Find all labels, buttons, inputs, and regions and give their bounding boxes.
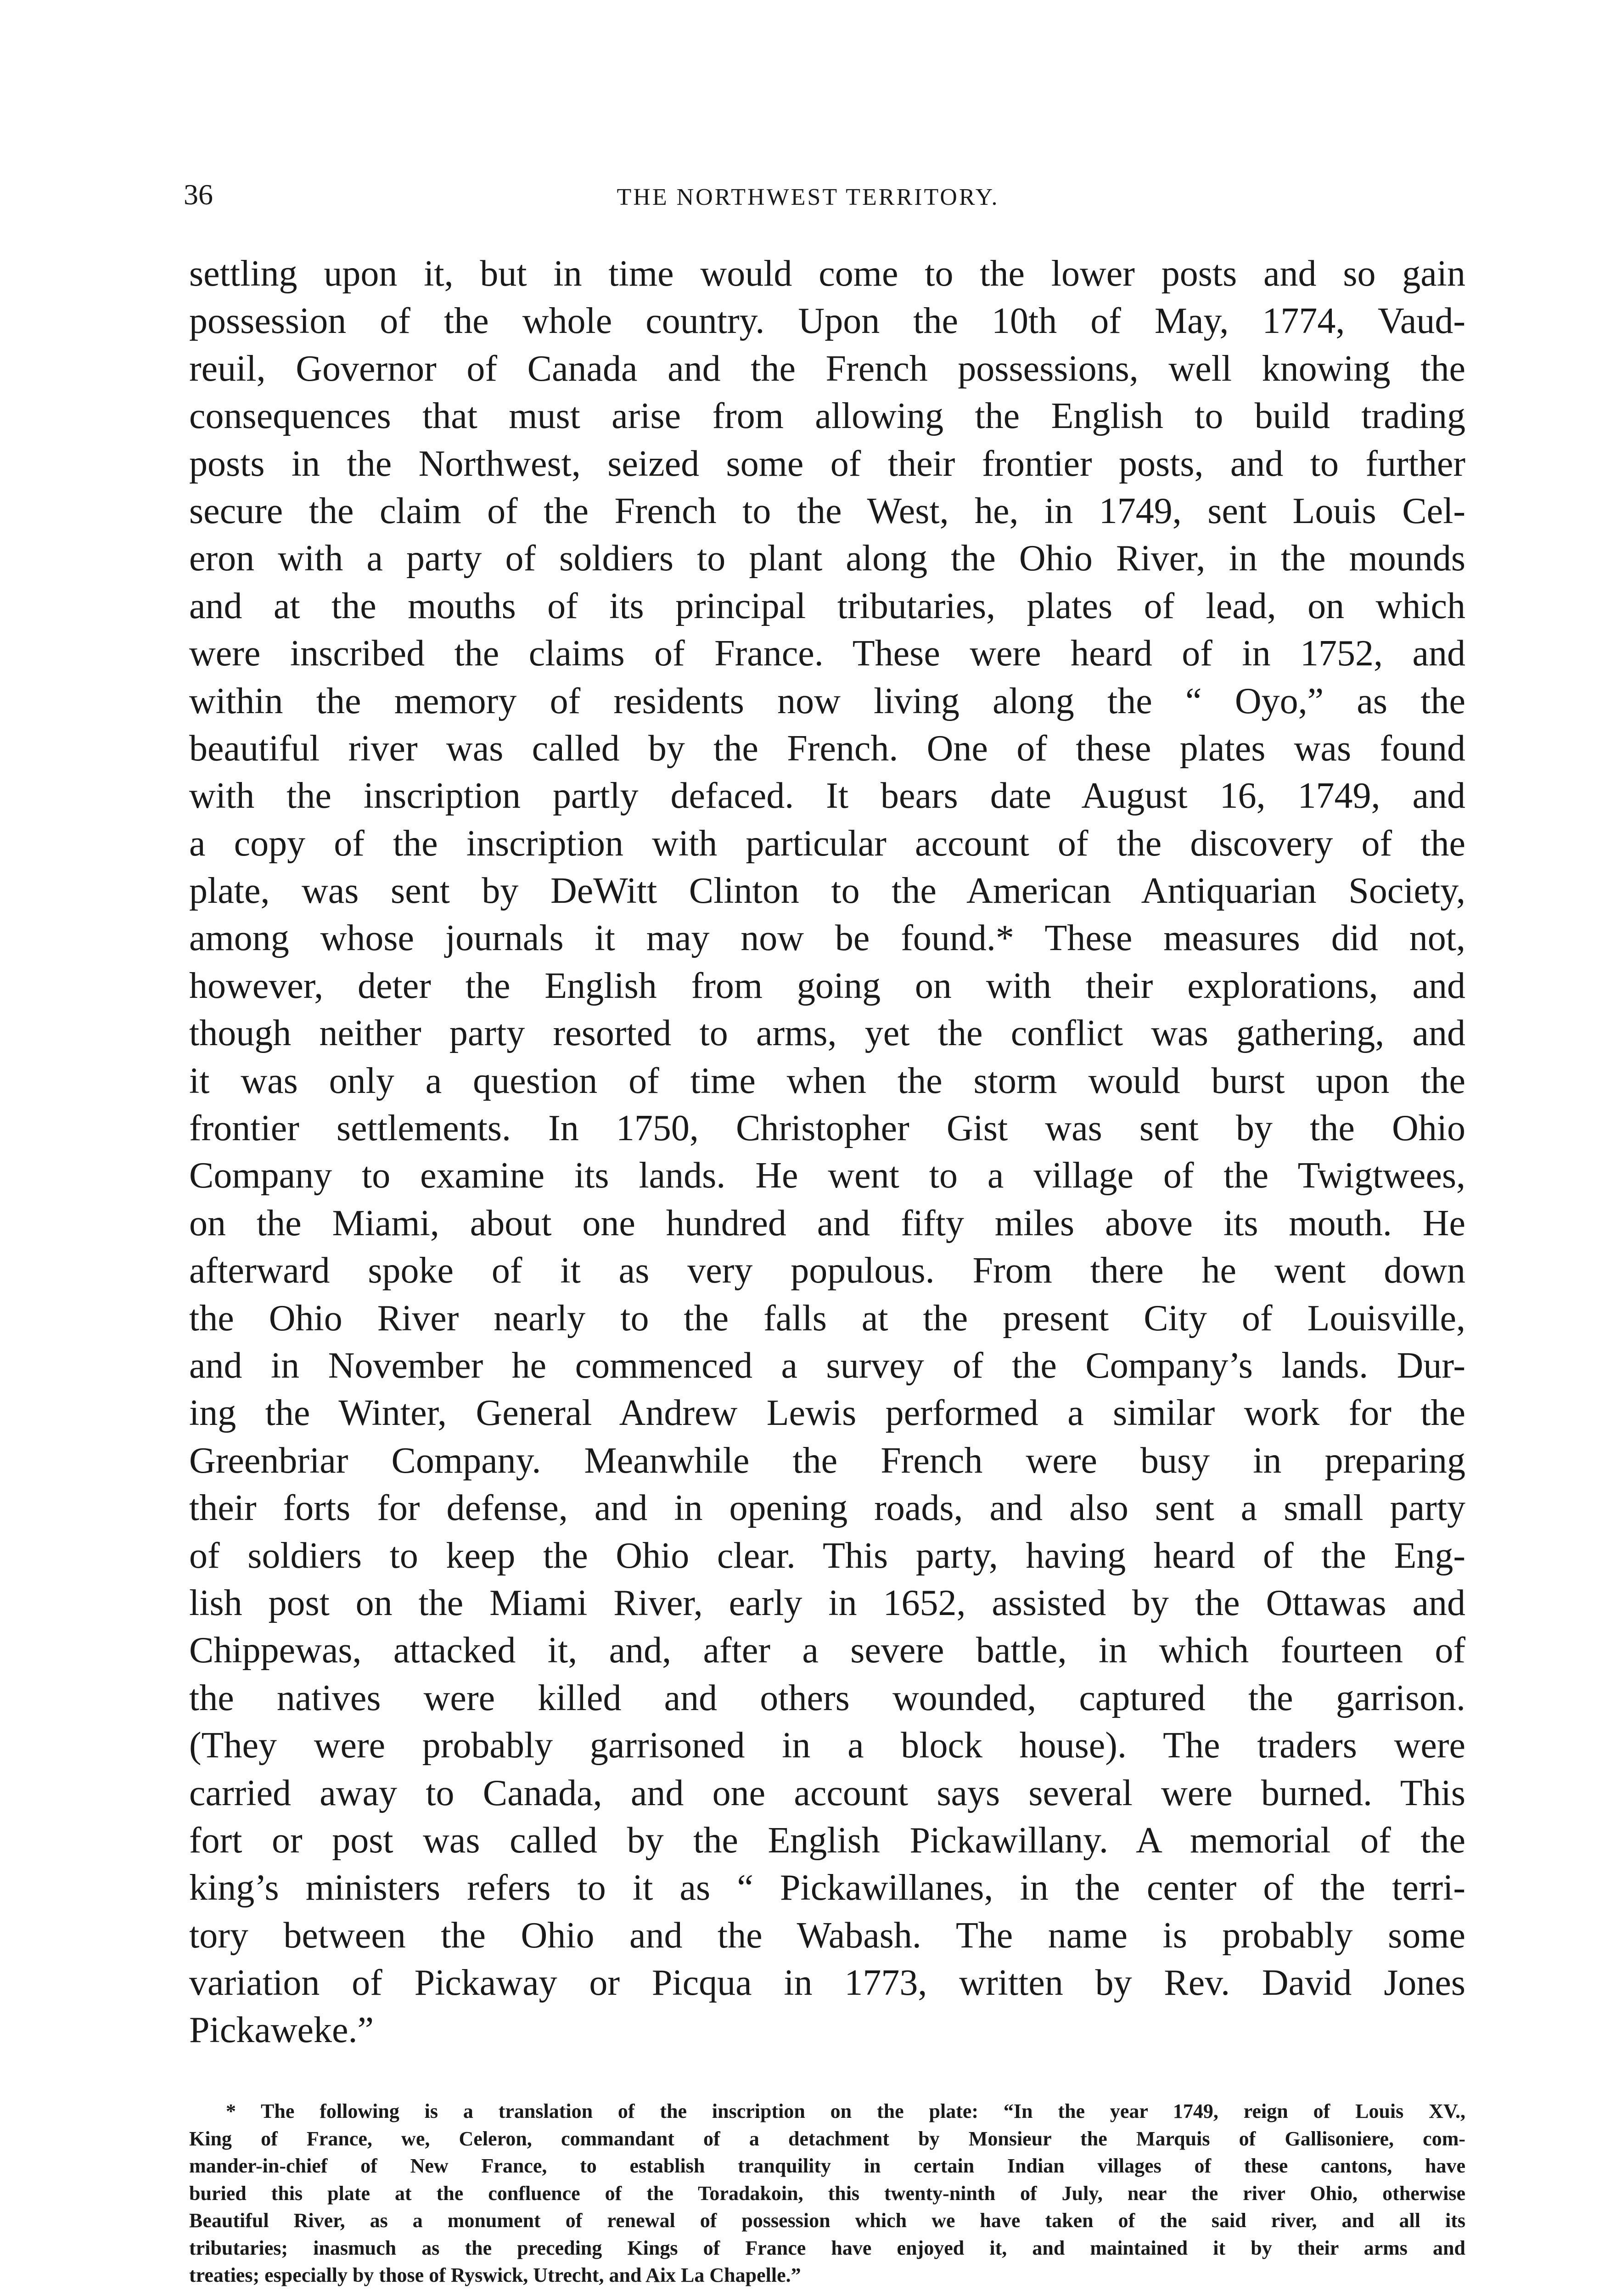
body-line: carried away to Canada, and one account says several were burned. This bbox=[189, 1773, 1465, 1813]
body-line: (They were probably garrisoned in a block house). The traders were bbox=[189, 1725, 1465, 1766]
body-line: tory between the Ohio and the Wabash. The name is probably some bbox=[189, 1915, 1465, 1956]
footnote-line: buried this plate at the confluence of the Toradakoin, this twenty-ninth of July, near the river Ohio, otherwise bbox=[189, 2182, 1465, 2205]
body-line: though neither party resorted to arms, yet the conflict was gathering, and bbox=[189, 1013, 1465, 1054]
body-line: beautiful river was called by the French. One of these plates was found bbox=[189, 728, 1465, 769]
body-line: fort or post was called by the English Pickawillany. A memorial of the bbox=[189, 1820, 1465, 1861]
body-line: their forts for defense, and in opening roads, and also sent a small party bbox=[189, 1488, 1465, 1529]
footnote-line: tributaries; inasmuch as the preceding Kings of France have enjoyed it, and maintained it by their arms and bbox=[189, 2236, 1465, 2259]
body-line: among whose journals it may now be found.* These measures did not, bbox=[189, 918, 1465, 959]
body-line: and at the mouths of its principal tributaries, plates of lead, on which bbox=[189, 585, 1465, 626]
body-line: possession of the whole country. Upon the 10th of May, 1774, Vaud- bbox=[189, 301, 1465, 342]
body-line: however, deter the English from going on with their explorations, and bbox=[189, 965, 1465, 1006]
body-line: and in November he commenced a survey of the Company’s lands. Dur- bbox=[189, 1345, 1465, 1386]
body-line: posts in the Northwest, seized some of their frontier posts, and to further bbox=[189, 443, 1465, 484]
footnote-line: King of France, we, Celeron, commandant of a detachment by Monsieur the Marquis of Gallisoniere, com- bbox=[189, 2127, 1465, 2150]
body-line: plate, was sent by DeWitt Clinton to the American Antiquarian Society, bbox=[189, 871, 1465, 912]
footnote-line: Beautiful River, as a monument of renewal of possession which we have taken of the said river, and all its bbox=[189, 2209, 1465, 2232]
body-line: Greenbriar Company. Meanwhile the French were busy in preparing bbox=[189, 1440, 1465, 1481]
body-line: the Ohio River nearly to the falls at the present City of Louisville, bbox=[189, 1298, 1465, 1339]
body-line: consequences that must arise from allowing the English to build trading bbox=[189, 396, 1465, 437]
footnote-line: treaties; especially by those of Ryswick, Utrecht, and Aix La Chapelle.” bbox=[189, 2264, 801, 2286]
body-line: within the memory of residents now living along the “ Oyo,” as the bbox=[189, 681, 1465, 721]
body-line: frontier settlements. In 1750, Christopher Gist was sent by the Ohio bbox=[189, 1108, 1465, 1149]
body-line: king’s ministers refers to it as “ Pickawillanes, in the center of the terri- bbox=[189, 1868, 1465, 1908]
body-line: afterward spoke of it as very populous. From there he went down bbox=[189, 1250, 1465, 1291]
body-line: lish post on the Miami River, early in 1652, assisted by the Ottawas and bbox=[189, 1582, 1465, 1623]
running-title: THE NORTHWEST TERRITORY. bbox=[617, 184, 999, 210]
body-line: reuil, Governor of Canada and the French possessions, well knowing the bbox=[189, 348, 1465, 389]
body-line: were inscribed the claims of France. These were heard of in 1752, and bbox=[189, 633, 1465, 674]
footnote bbox=[189, 2098, 1465, 2289]
body-line: of soldiers to keep the Ohio clear. This party, having heard of the Eng- bbox=[189, 1535, 1465, 1576]
body-line: variation of Pickaway or Picqua in 1773, written by Rev. David Jones bbox=[189, 1963, 1465, 2003]
body-line: on the Miami, about one hundred and fifty miles above its mouth. He bbox=[189, 1203, 1465, 1244]
body-line: Chippewas, attacked it, and, after a severe battle, in which fourteen of bbox=[189, 1630, 1465, 1671]
body-text bbox=[189, 250, 1465, 2054]
body-line: the natives were killed and others wounded, captured the garrison. bbox=[189, 1677, 1465, 1718]
footnote-line: * The following is a translation of the inscription on the plate: “In the year 1749, reign of Louis XV., bbox=[226, 2100, 1465, 2122]
body-line: eron with a party of soldiers to plant along the Ohio River, in the mounds bbox=[189, 538, 1465, 579]
body-line: ing the Winter, General Andrew Lewis performed a similar work for the bbox=[189, 1393, 1465, 1434]
body-line: Pickaweke.” bbox=[189, 2010, 374, 2051]
page-number: 36 bbox=[184, 178, 213, 211]
body-line: settling upon it, but in time would come to the lower posts and so gain bbox=[189, 253, 1465, 294]
body-line: a copy of the inscription with particular account of the discovery of the bbox=[189, 823, 1465, 864]
body-line: it was only a question of time when the storm would burst upon the bbox=[189, 1060, 1465, 1101]
body-line: secure the claim of the French to the West, he, in 1749, sent Louis Cel- bbox=[189, 490, 1465, 531]
footnote-line: mander-in-chief of New France, to establish tranquility in certain Indian villages of these cantons, have bbox=[189, 2155, 1465, 2177]
body-line: with the inscription partly defaced. It bears date August 16, 1749, and bbox=[189, 776, 1465, 816]
body-line: Company to examine its lands. He went to a village of the Twigtwees, bbox=[189, 1155, 1465, 1196]
